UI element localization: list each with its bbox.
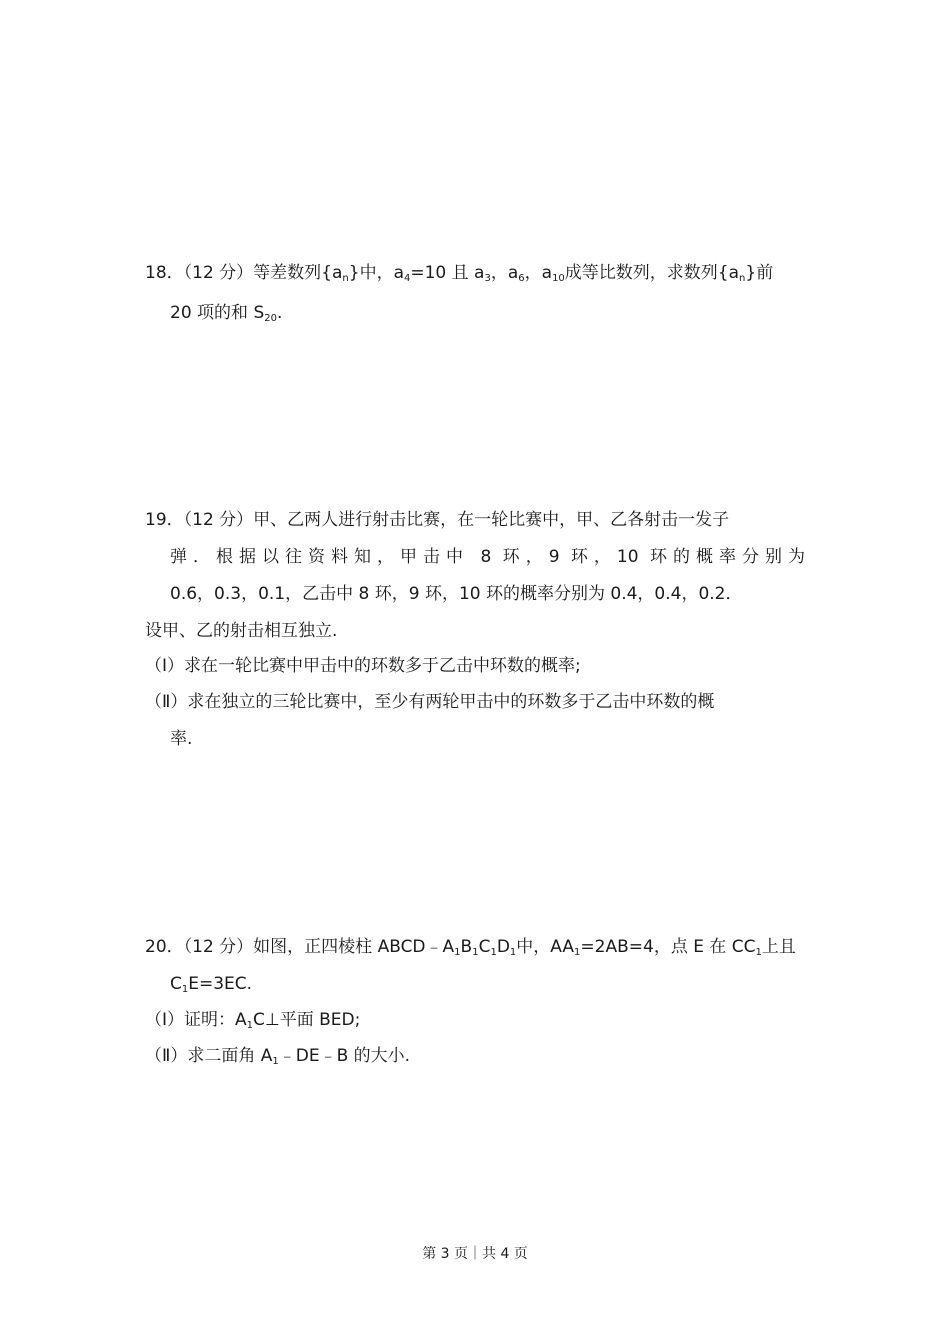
q20-part-1: （Ⅰ）证明：$A_1C\perp$平面 BED; — [145, 1010, 361, 1031]
q19-line-1: 19．（12 分）甲、乙两人进行射击比赛，在一轮比赛中，甲、乙各射击一发子 — [145, 510, 730, 530]
q20-line-2: $C_1E=3EC$. — [170, 974, 253, 995]
q19-line-3: 0.6，0.3，0.1，乙击中 8 环，9 环，10 环的概率分别为 0.4，0.4，0.2． — [170, 584, 743, 604]
q19-line-4: 设甲、乙的射击相互独立. — [145, 621, 338, 641]
q19-part-2-cont: 率. — [170, 729, 193, 749]
q18-line-1: 18．（12 分）等差数列$\{a_n\}$中，$a_4=10$ 且 $a_3$，$a_6$，$a_{10}$成等比数列，求数列$\{a_n\}$前 — [145, 263, 774, 284]
q18-line-2: 20 项的和 $S_{20}$. — [170, 303, 283, 324]
q20-line-1: 20．（12 分）如图，正四棱柱 $ABCD﹣A_1B_1C_1D_1$中，$AA_1=2AB=4$，点 E 在 $CC_1$上且 — [145, 937, 796, 958]
q19-part-2: （Ⅱ）求在独立的三轮比赛中，至少有两轮甲击中的环数多于乙击中环数的概 — [145, 692, 715, 712]
q19-line-2: 弹．根据以往资料知，甲击中 8 环，9 环，10 环的概率分别为 — [170, 547, 805, 567]
page-footer: 第 3 页｜共 4 页 — [422, 1246, 528, 1262]
q19-part-1: （Ⅰ）求在一轮比赛中甲击中的环数多于乙击中环数的概率; — [145, 656, 581, 676]
q20-part-2: （Ⅱ）求二面角 $A_1﹣DE﹣B$ 的大小. — [145, 1046, 411, 1067]
